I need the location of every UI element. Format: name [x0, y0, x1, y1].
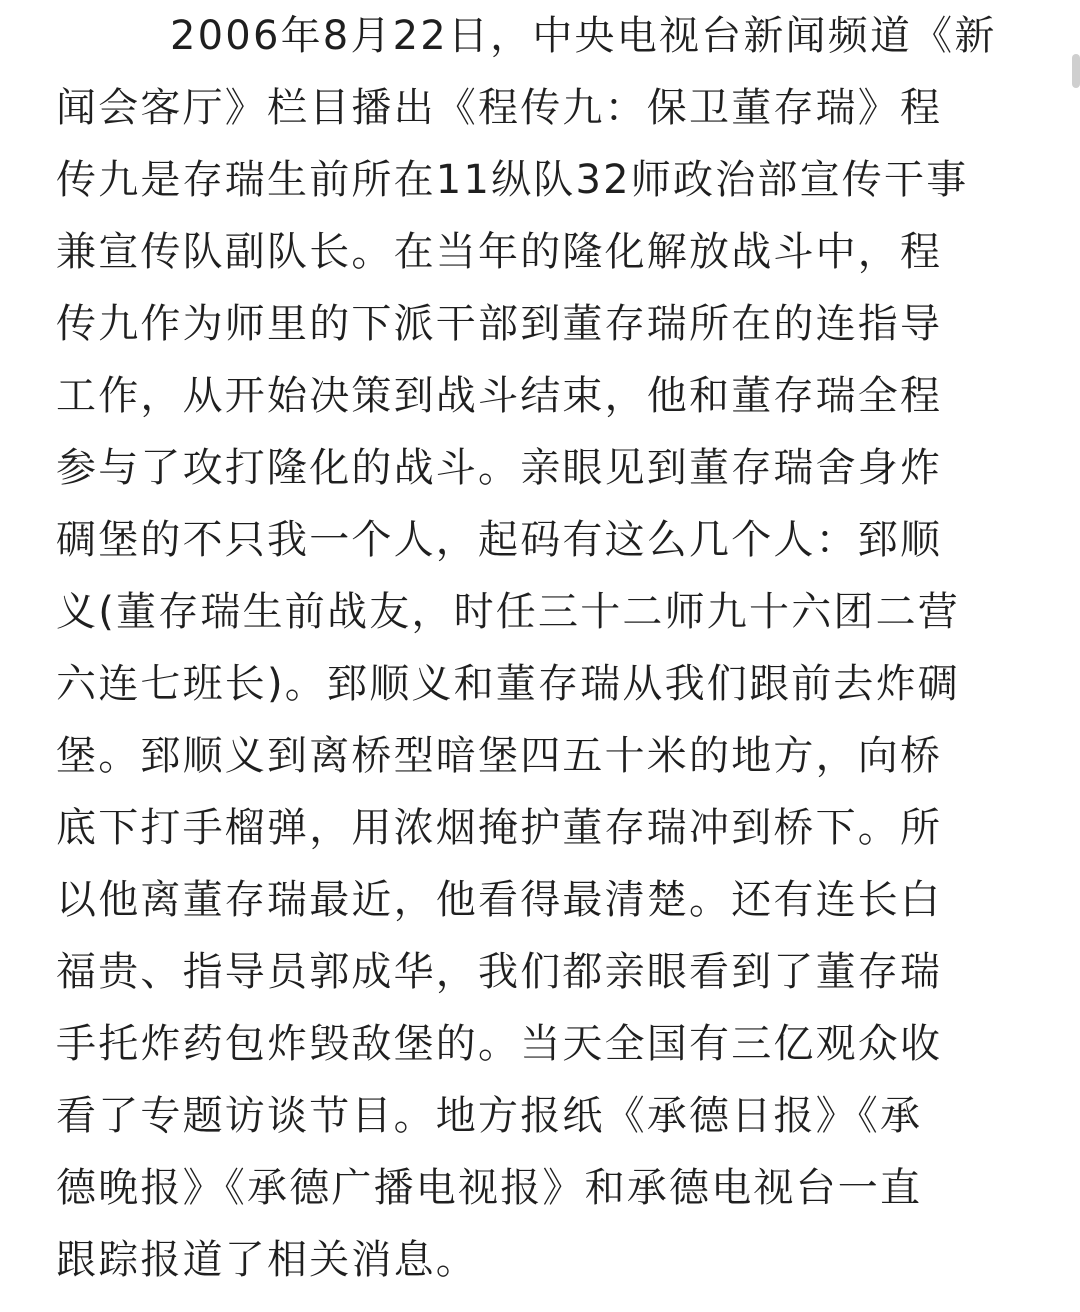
article-body [56, 0, 1028, 1296]
article-line: 2006年8月22日，中央电视台新闻频道《新 [170, 13, 997, 59]
article-line: 碉堡的不只我一个人，起码有这么几个人：郅顺 [56, 517, 943, 563]
article-line: 兼宣传队副队长。在当年的隆化解放战斗中，程 [56, 229, 943, 275]
article-line: 传九是存瑞生前所在11纵队32师政治部宣传干事 [56, 157, 969, 203]
article-line: 看了专题访谈节目。地方报纸《承德日报》《承 [56, 1093, 923, 1139]
article-line: 闻会客厅》栏目播出《程传九：保卫董存瑞》程 [56, 85, 943, 131]
article-line: 参与了攻打隆化的战斗。亲眼见到董存瑞舍身炸 [56, 445, 943, 491]
article-line: 工作，从开始决策到战斗结束，他和董存瑞全程 [56, 373, 943, 419]
article-line: 传九作为师里的下派干部到董存瑞所在的连指导 [56, 301, 943, 347]
scrollbar-thumb[interactable] [1072, 54, 1080, 88]
article-line: 跟踪报道了相关消息。 [56, 1237, 478, 1283]
article-line: 福贵、指导员郭成华，我们都亲眼看到了董存瑞 [56, 949, 943, 995]
article-line: 德晚报》《承德广播电视报》和承德电视台一直 [56, 1165, 923, 1211]
article-line: 六连七班长)。郅顺义和董存瑞从我们跟前去炸碉 [56, 661, 961, 707]
article-line: 底下打手榴弹，用浓烟掩护董存瑞冲到桥下。所 [56, 805, 943, 851]
article-line: 手托炸药包炸毁敌堡的。当天全国有三亿观众收 [56, 1021, 943, 1067]
article-line: 以他离董存瑞最近，他看得最清楚。还有连长白 [56, 877, 943, 923]
article-line: 义(董存瑞生前战友，时任三十二师九十六团二营 [56, 589, 961, 635]
article-line: 堡。郅顺义到离桥型暗堡四五十米的地方，向桥 [56, 733, 943, 779]
